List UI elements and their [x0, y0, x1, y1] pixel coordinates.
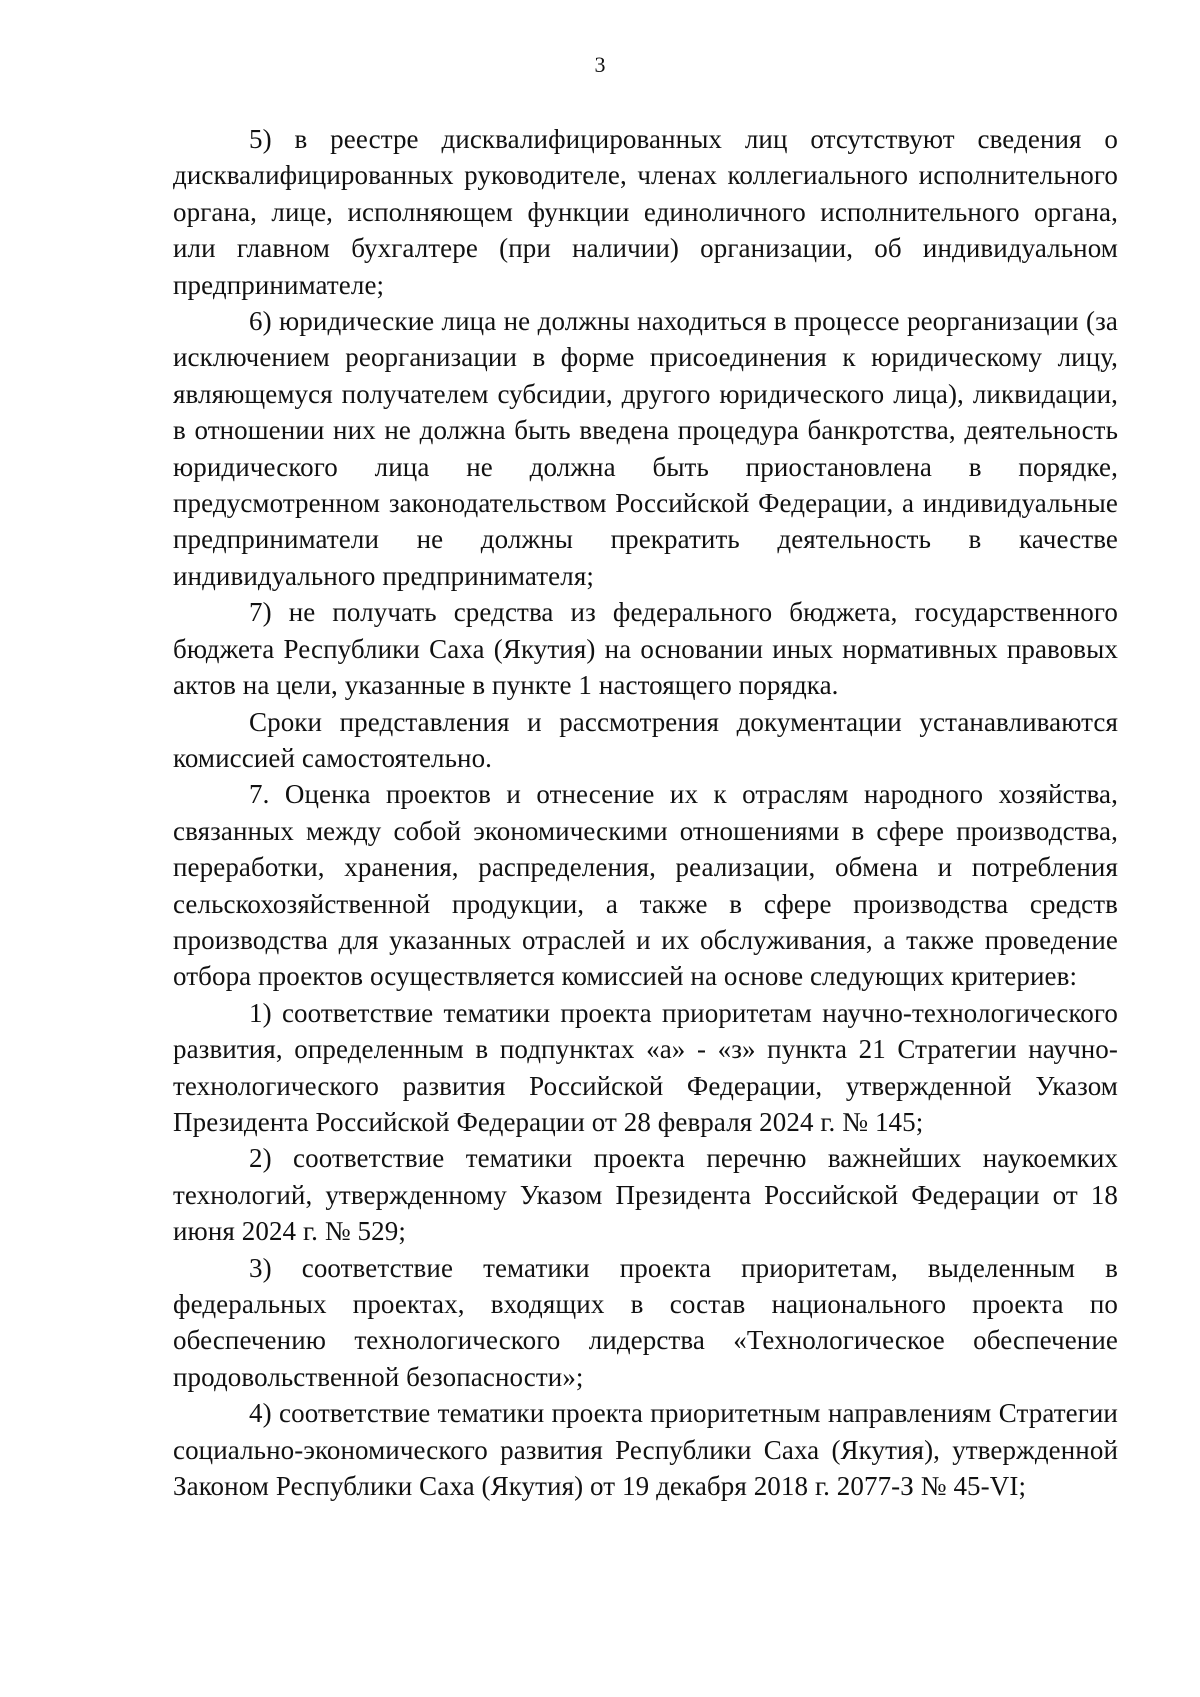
criterion-2: 2) соответствие тематики проекта перечню важнейших наукоемких технологий, утвержденному Указом Президента Российской Федерации от 18 июня 2024 г. № 529; [173, 1143, 1118, 1247]
paragraph-item-6: 6) юридические лица не должны находиться в процессе реорганизации (за исключением реорганизации в форме присоединения к юридическому лицу, являющемуся получателем субсидии, другого юридического лица), ликвидации, в отношении них не должна быть введена процедура банкротства, деятельность юридического лица не должна быть приостановлена в порядке, предусмотренном законодательством Российской Федерации, а индивидуальные предприниматели не должны прекратить деятельность в качестве индивидуального предпринимателя; [173, 306, 1118, 591]
paragraph-item-7: 7) не получать средства из федерального бюджета, государственного бюджета Республики Саха (Якутия) на основании иных нормативных правовых актов на цели, указанные в пункте 1 настоящего порядка. [173, 597, 1118, 701]
paragraph-deadlines: Сроки представления и рассмотрения документации устанавливаются комиссией самостоятельно. [173, 706, 1118, 773]
paragraph-item-5: 5) в реестре дисквалифицированных лиц отсутствуют сведения о дисквалифицированных руководителе, членах коллегиального исполнительного органа, лице, исполняющем функции единоличного исполнительного органа, или главном бухгалтере (при наличии) организации, об индивидуальном предпринимателе; [173, 124, 1118, 300]
criterion-1: 1) соответствие тематики проекта приоритетам научно-технологического развития, определенным в подпунктах «а» - «з» пункта 21 Стратегии научно-технологического развития Российской Федерации, утвержденной Указом Президента Российской Федерации от 28 февраля 2024 г. № 145; [173, 997, 1118, 1137]
document-body [173, 121, 1118, 1504]
criterion-3: 3) соответствие тематики проекта приоритетам, выделенным в федеральных проектах, входящих в состав национального проекта по обеспечению технологического лидерства «Технологическое обеспечение продовольственной безопасности»; [173, 1252, 1118, 1392]
criterion-4: 4) соответствие тематики проекта приоритетным направлениям Стратегии социально-экономического развития Республики Саха (Якутия), утвержденной Законом Республики Саха (Якутия) от 19 декабря 2018 г. 2077-З № 45-VI; [173, 1398, 1118, 1502]
page-number: 3 [594, 52, 606, 77]
paragraph-section-7: 7. Оценка проектов и отнесение их к отраслям народного хозяйства, связанных между собой экономическими отношениями в сфере производства, переработки, хранения, распределения, реализации, обмена и потребления сельскохозяйственной продукции, а также в сфере производства средств производства для указанных отраслей и их обслуживания, а также проведение отбора проектов осуществляется комиссией на основе следующих критериев: [173, 779, 1118, 992]
